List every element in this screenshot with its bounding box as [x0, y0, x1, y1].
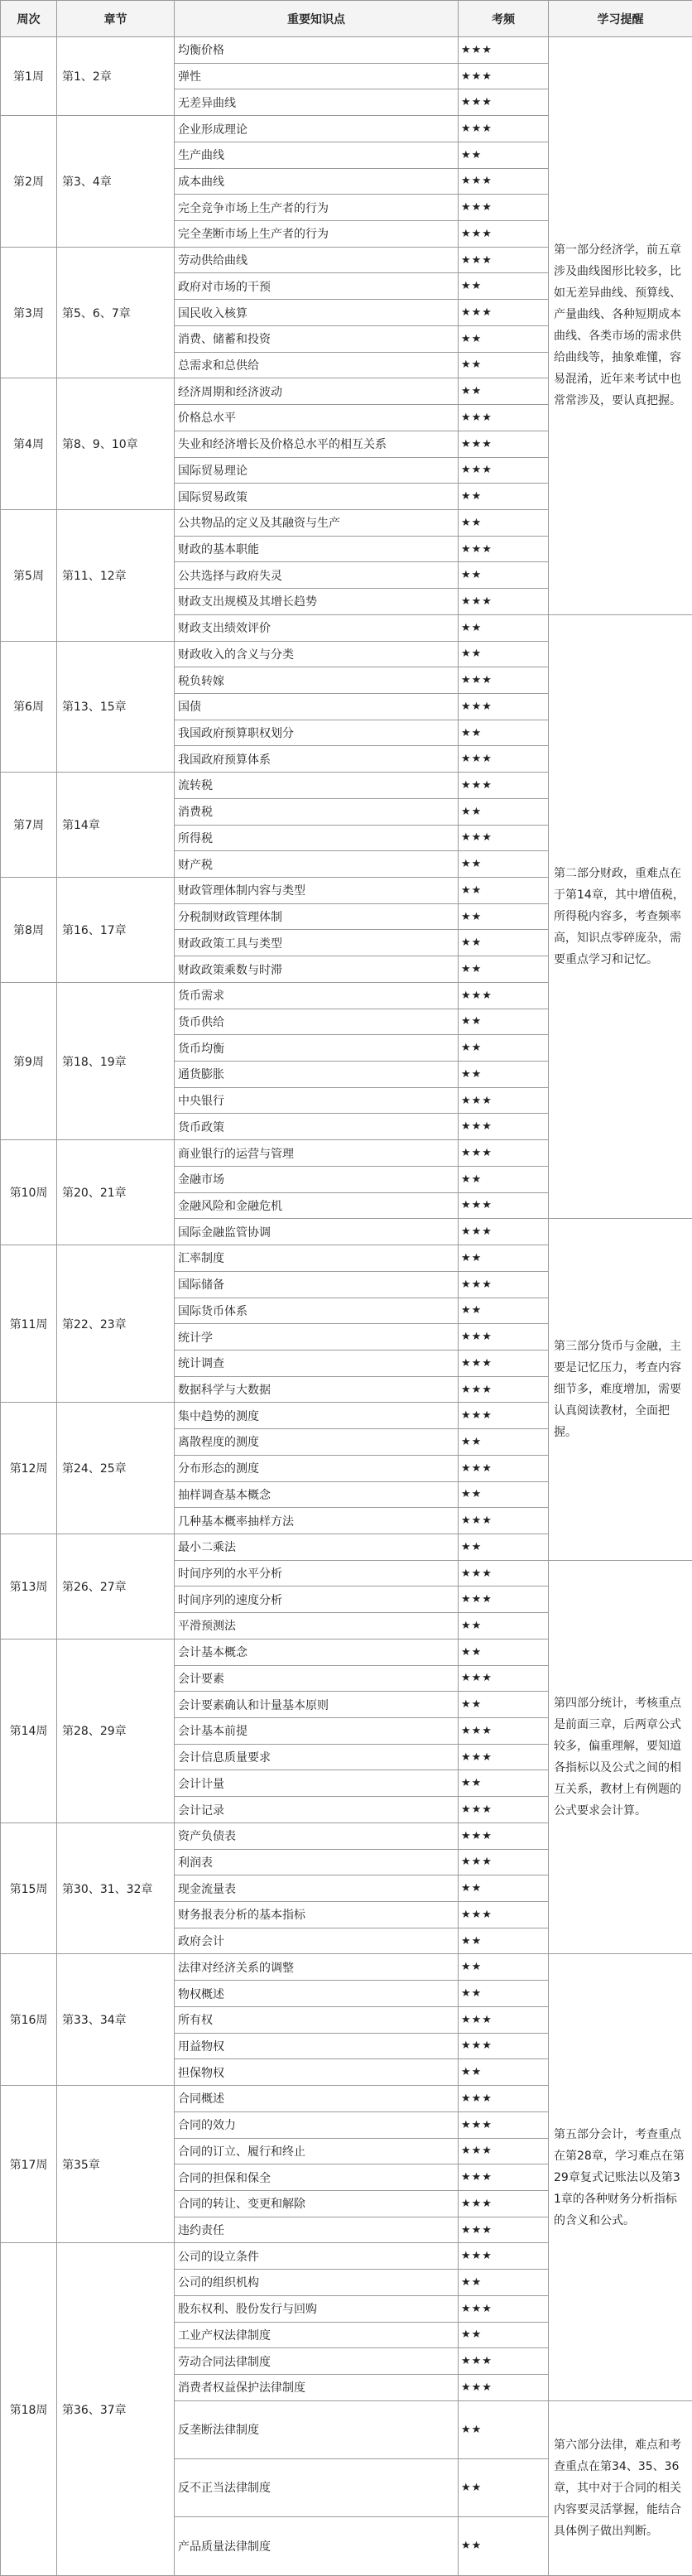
frequency-stars-cell: ★★: [459, 2458, 549, 2516]
knowledge-point-cell: 我国政府预算体系: [175, 746, 459, 773]
frequency-stars-cell: ★★★: [459, 1192, 549, 1219]
week-cell: 第16周: [1, 1954, 57, 2086]
frequency-stars-cell: ★★★: [459, 746, 549, 773]
frequency-stars-cell: ★★★: [459, 1665, 549, 1692]
week-cell: 第18周: [1, 2243, 57, 2576]
knowledge-point-cell: 消费者权益保护法律制度: [175, 2374, 459, 2400]
frequency-stars-cell: ★★: [459, 325, 549, 352]
frequency-stars-cell: ★★★: [459, 89, 549, 116]
knowledge-point-cell: 集中趋势的测度: [175, 1403, 459, 1429]
week-cell: 第12周: [1, 1403, 57, 1534]
chapter-cell: 第28、29章: [57, 1639, 175, 1822]
knowledge-point-cell: 最小二乘法: [175, 1534, 459, 1560]
knowledge-point-cell: 担保物权: [175, 2059, 459, 2086]
frequency-stars-cell: ★★: [459, 1035, 549, 1062]
frequency-stars-cell: ★★: [459, 1009, 549, 1035]
week-cell: 第8周: [1, 878, 57, 983]
frequency-stars-cell: ★★: [459, 1981, 549, 2007]
frequency-stars-cell: ★★: [459, 2270, 549, 2296]
frequency-stars-cell: ★★: [459, 562, 549, 589]
frequency-stars-cell: ★★: [459, 1298, 549, 1324]
knowledge-point-cell: 国际金融监管协调: [175, 1219, 459, 1245]
knowledge-point-cell: 劳动供给曲线: [175, 247, 459, 273]
knowledge-point-cell: 劳动合同法律制度: [175, 2348, 459, 2375]
frequency-stars-cell: ★★★: [459, 536, 549, 562]
knowledge-point-cell: 国民收入核算: [175, 300, 459, 326]
week-cell: 第7周: [1, 773, 57, 878]
knowledge-point-cell: 总需求和总供给: [175, 352, 459, 378]
header-row: [1, 1, 692, 37]
frequency-stars-cell: ★★: [459, 2400, 549, 2458]
chapter-cell: 第33、34章: [57, 1954, 175, 2086]
frequency-stars-cell: ★★: [459, 1770, 549, 1797]
frequency-stars-cell: ★★★: [459, 2138, 549, 2164]
frequency-stars-cell: ★★: [459, 903, 549, 930]
week-cell: 第9周: [1, 982, 57, 1139]
knowledge-point-cell: 生产曲线: [175, 142, 459, 168]
frequency-stars-cell: ★★★: [459, 63, 549, 89]
chapter-cell: 第16、17章: [57, 878, 175, 983]
frequency-stars-cell: ★★★: [459, 1744, 549, 1770]
knowledge-point-cell: 企业形成理论: [175, 116, 459, 142]
study-tip-cell: 第三部分货币与金融，主要是记忆压力，考查内容细节多，难度增加，需要认真阅读教材，全面把握。: [549, 1219, 692, 1560]
frequency-stars-cell: ★★★: [459, 1902, 549, 1928]
knowledge-point-cell: 抽样调查基本概念: [175, 1481, 459, 1508]
frequency-stars-cell: ★★: [459, 1875, 549, 1902]
frequency-stars-cell: ★★★: [459, 1797, 549, 1823]
knowledge-point-cell: 现金流量表: [175, 1875, 459, 1902]
frequency-stars-cell: ★★★: [459, 589, 549, 615]
chapter-cell: 第30、31、32章: [57, 1822, 175, 1954]
knowledge-point-cell: 商业银行的运营与管理: [175, 1140, 459, 1167]
frequency-stars-cell: ★★: [459, 1928, 549, 1954]
knowledge-point-cell: 违约责任: [175, 2217, 459, 2243]
frequency-stars-cell: ★★★: [459, 300, 549, 326]
chapter-cell: 第3、4章: [57, 116, 175, 248]
frequency-stars-cell: ★★★: [459, 982, 549, 1009]
knowledge-point-cell: 会计记录: [175, 1797, 459, 1823]
chapter-cell: 第1、2章: [57, 37, 175, 116]
header-freq: 考频: [459, 1, 549, 37]
week-cell: 第13周: [1, 1534, 57, 1639]
chapter-cell: 第18、19章: [57, 982, 175, 1139]
chapter-cell: 第26、27章: [57, 1534, 175, 1639]
knowledge-point-cell: 会计基本概念: [175, 1639, 459, 1665]
knowledge-point-cell: 完全垄断市场上生产者的行为: [175, 221, 459, 248]
knowledge-point-cell: 分布形态的测度: [175, 1455, 459, 1481]
knowledge-point-cell: 会计基本前提: [175, 1718, 459, 1745]
knowledge-point-cell: 所有权: [175, 2006, 459, 2033]
knowledge-point-cell: 分税制财政管理体制: [175, 903, 459, 930]
frequency-stars-cell: ★★: [459, 378, 549, 405]
week-cell: 第11周: [1, 1245, 57, 1403]
frequency-stars-cell: ★★: [459, 798, 549, 825]
knowledge-point-cell: 流转税: [175, 773, 459, 799]
knowledge-point-cell: 消费、储蓄和投资: [175, 325, 459, 352]
header-points: 重要知识点: [175, 1, 459, 37]
study-tip-cell: 第二部分财政，重难点在于第14章，其中增值税，所得税内容多，考查频率高，知识点零碎庞杂，需要重点学习和记忆。: [549, 614, 692, 1219]
knowledge-point-cell: 国债: [175, 693, 459, 720]
knowledge-point-cell: 反垄断法律制度: [175, 2400, 459, 2458]
knowledge-point-cell: 均衡价格: [175, 37, 459, 64]
frequency-stars-cell: ★★★: [459, 2243, 549, 2270]
frequency-stars-cell: ★★★: [459, 1376, 549, 1403]
knowledge-point-cell: 政府会计: [175, 1928, 459, 1954]
frequency-stars-cell: ★★: [459, 1062, 549, 1088]
knowledge-point-cell: 会计要素确认和计量基本原则: [175, 1692, 459, 1718]
frequency-stars-cell: ★★★: [459, 457, 549, 484]
knowledge-point-cell: 合同的订立、履行和终止: [175, 2138, 459, 2164]
knowledge-point-cell: 财产税: [175, 851, 459, 878]
knowledge-point-cell: 合同的效力: [175, 2111, 459, 2138]
study-tip-cell: 第六部分法律，难点和考查重点在第34、35、36章，其中对于合同的相关内容要灵活掌握，能结合具体例子做出判断。: [549, 2400, 692, 2575]
frequency-stars-cell: ★★★: [459, 2348, 549, 2375]
frequency-stars-cell: ★★★: [459, 1508, 549, 1534]
knowledge-point-cell: 弹性: [175, 63, 459, 89]
knowledge-point-cell: 公共物品的定义及其融资与生产: [175, 509, 459, 536]
frequency-stars-cell: ★★★: [459, 116, 549, 142]
frequency-stars-cell: ★★★: [459, 2086, 549, 2112]
knowledge-point-cell: 国际贸易理论: [175, 457, 459, 484]
week-cell: 第5周: [1, 509, 57, 641]
chapter-cell: 第36、37章: [57, 2243, 175, 2576]
knowledge-point-cell: 完全竞争市场上生产者的行为: [175, 195, 459, 221]
chapter-cell: 第11、12章: [57, 509, 175, 641]
knowledge-point-cell: 价格总水平: [175, 405, 459, 431]
chapter-cell: 第22、23章: [57, 1245, 175, 1403]
knowledge-point-cell: 成本曲线: [175, 168, 459, 195]
header-chapter: 章节: [57, 1, 175, 37]
frequency-stars-cell: ★★★: [459, 1324, 549, 1351]
frequency-stars-cell: ★★★: [459, 431, 549, 457]
week-cell: 第2周: [1, 116, 57, 248]
knowledge-point-cell: 会计信息质量要求: [175, 1744, 459, 1770]
knowledge-point-cell: 国际贸易政策: [175, 484, 459, 510]
knowledge-point-cell: 合同的担保和保全: [175, 2164, 459, 2191]
frequency-stars-cell: ★★: [459, 1534, 549, 1560]
frequency-stars-cell: ★★★: [459, 1587, 549, 1613]
knowledge-point-cell: 离散程度的测度: [175, 1429, 459, 1456]
frequency-stars-cell: ★★: [459, 484, 549, 510]
table-row: [1, 37, 692, 64]
knowledge-point-cell: 用益物权: [175, 2033, 459, 2059]
knowledge-point-cell: 国际货币体系: [175, 1298, 459, 1324]
frequency-stars-cell: ★★★: [459, 825, 549, 851]
frequency-stars-cell: ★★: [459, 1613, 549, 1639]
frequency-stars-cell: ★★: [459, 1429, 549, 1456]
knowledge-point-cell: 平滑预测法: [175, 1613, 459, 1639]
knowledge-point-cell: 经济周期和经济波动: [175, 378, 459, 405]
knowledge-point-cell: 我国政府预算职权划分: [175, 720, 459, 746]
knowledge-point-cell: 工业产权法律制度: [175, 2322, 459, 2348]
knowledge-point-cell: 汇率制度: [175, 1245, 459, 1272]
knowledge-point-cell: 公司的组织机构: [175, 2270, 459, 2296]
frequency-stars-cell: ★★★: [459, 1560, 549, 1587]
chapter-cell: 第14章: [57, 773, 175, 878]
knowledge-point-cell: 公共选择与政府失灵: [175, 562, 459, 589]
frequency-stars-cell: ★★★: [459, 1087, 549, 1114]
knowledge-point-cell: 时间序列的速度分析: [175, 1587, 459, 1613]
chapter-cell: 第13、15章: [57, 641, 175, 773]
knowledge-point-cell: 反不正当法律制度: [175, 2458, 459, 2516]
knowledge-point-cell: 数据科学与大数据: [175, 1376, 459, 1403]
knowledge-point-cell: 合同的转让、变更和解除: [175, 2190, 459, 2217]
knowledge-point-cell: 财政政策乘数与时滞: [175, 956, 459, 983]
knowledge-point-cell: 股东权利、股份发行与回购: [175, 2295, 459, 2322]
knowledge-point-cell: 财务报表分析的基本指标: [175, 1902, 459, 1928]
frequency-stars-cell: ★★★: [459, 1219, 549, 1245]
frequency-stars-cell: ★★★: [459, 1403, 549, 1429]
week-cell: 第10周: [1, 1140, 57, 1245]
knowledge-point-cell: 中央银行: [175, 1087, 459, 1114]
knowledge-point-cell: 产品质量法律制度: [175, 2516, 459, 2575]
frequency-stars-cell: ★★: [459, 2322, 549, 2348]
knowledge-point-cell: 失业和经济增长及价格总水平的相互关系: [175, 431, 459, 457]
week-cell: 第14周: [1, 1639, 57, 1822]
frequency-stars-cell: ★★: [459, 2516, 549, 2575]
knowledge-point-cell: 税负转嫁: [175, 667, 459, 694]
frequency-stars-cell: ★★★: [459, 37, 549, 64]
frequency-stars-cell: ★★★: [459, 1455, 549, 1481]
knowledge-point-cell: 政府对市场的干预: [175, 273, 459, 300]
study-tip-cell: 第四部分统计，考核重点是前面三章，后两章公式较多，偏重理解，要知道各指标以及公式之间的相互关系，教材上有例题的公式要求会计算。: [549, 1560, 692, 1954]
frequency-stars-cell: ★★: [459, 1954, 549, 1981]
knowledge-point-cell: 货币供给: [175, 1009, 459, 1035]
frequency-stars-cell: ★★★: [459, 195, 549, 221]
knowledge-point-cell: 统计调查: [175, 1350, 459, 1376]
frequency-stars-cell: ★★: [459, 641, 549, 667]
frequency-stars-cell: ★★★: [459, 693, 549, 720]
frequency-stars-cell: ★★: [459, 352, 549, 378]
frequency-stars-cell: ★★: [459, 851, 549, 878]
frequency-stars-cell: ★★: [459, 956, 549, 983]
knowledge-point-cell: 金融风险和金融危机: [175, 1192, 459, 1219]
frequency-stars-cell: ★★: [459, 1639, 549, 1665]
week-cell: 第17周: [1, 2086, 57, 2243]
frequency-stars-cell: ★★★: [459, 2295, 549, 2322]
knowledge-point-cell: 货币政策: [175, 1114, 459, 1140]
frequency-stars-cell: ★★: [459, 273, 549, 300]
knowledge-point-cell: 资产负债表: [175, 1822, 459, 1849]
knowledge-point-cell: 货币需求: [175, 982, 459, 1009]
study-tip-cell: 第五部分会计，考查重点在第28章，学习难点在第29章复式记账法以及第31章的各种财务分析指标的含义和公式。: [549, 1954, 692, 2400]
frequency-stars-cell: ★★★: [459, 2006, 549, 2033]
knowledge-point-cell: 消费税: [175, 798, 459, 825]
frequency-stars-cell: ★★: [459, 878, 549, 904]
frequency-stars-cell: ★★★: [459, 221, 549, 248]
knowledge-point-cell: 会计计量: [175, 1770, 459, 1797]
table-row: [1, 1954, 692, 1981]
chapter-cell: 第35章: [57, 2086, 175, 2243]
knowledge-point-cell: 物权概述: [175, 1981, 459, 2007]
knowledge-point-cell: 几种基本概率抽样方法: [175, 1508, 459, 1534]
frequency-stars-cell: ★★★: [459, 1350, 549, 1376]
study-tip-cell: 第一部分经济学，前五章涉及曲线图形比较多，比如无差异曲线、预算线、产量曲线、各种短期成本曲线、各类市场的需求供给曲线等，抽象难懂，容易混淆，近年来考试中也常常涉及，要认真把握。: [549, 37, 692, 615]
knowledge-point-cell: 财政政策工具与类型: [175, 930, 459, 956]
frequency-stars-cell: ★★★: [459, 1718, 549, 1745]
frequency-stars-cell: ★★★: [459, 1140, 549, 1167]
knowledge-point-cell: 法律对经济关系的调整: [175, 1954, 459, 1981]
frequency-stars-cell: ★★: [459, 1166, 549, 1192]
knowledge-point-cell: 时间序列的水平分析: [175, 1560, 459, 1587]
week-cell: 第15周: [1, 1822, 57, 1954]
frequency-stars-cell: ★★★: [459, 2217, 549, 2243]
frequency-stars-cell: ★★★: [459, 2374, 549, 2400]
frequency-stars-cell: ★★★: [459, 247, 549, 273]
frequency-stars-cell: ★★: [459, 930, 549, 956]
frequency-stars-cell: ★★: [459, 614, 549, 641]
study-plan-body: [1, 37, 692, 2576]
frequency-stars-cell: ★★★: [459, 1849, 549, 1875]
frequency-stars-cell: ★★★: [459, 1822, 549, 1849]
knowledge-point-cell: 财政支出绩效评价: [175, 614, 459, 641]
frequency-stars-cell: ★★★: [459, 2033, 549, 2059]
knowledge-point-cell: 会计要素: [175, 1665, 459, 1692]
week-cell: 第6周: [1, 641, 57, 773]
frequency-stars-cell: ★★: [459, 142, 549, 168]
knowledge-point-cell: 统计学: [175, 1324, 459, 1351]
knowledge-point-cell: 无差异曲线: [175, 89, 459, 116]
knowledge-point-cell: 合同概述: [175, 2086, 459, 2112]
knowledge-point-cell: 国际储备: [175, 1271, 459, 1298]
frequency-stars-cell: ★★: [459, 1481, 549, 1508]
knowledge-point-cell: 金融市场: [175, 1166, 459, 1192]
header-tip: 学习提醒: [549, 1, 692, 37]
frequency-stars-cell: ★★★: [459, 405, 549, 431]
frequency-stars-cell: ★★★: [459, 2164, 549, 2191]
knowledge-point-cell: 所得税: [175, 825, 459, 851]
knowledge-point-cell: 通货膨胀: [175, 1062, 459, 1088]
frequency-stars-cell: ★★★: [459, 773, 549, 799]
chapter-cell: 第20、21章: [57, 1140, 175, 1245]
frequency-stars-cell: ★★★: [459, 667, 549, 694]
frequency-stars-cell: ★★★: [459, 1271, 549, 1298]
week-cell: 第3周: [1, 247, 57, 378]
knowledge-point-cell: 货币均衡: [175, 1035, 459, 1062]
frequency-stars-cell: ★★: [459, 2059, 549, 2086]
frequency-stars-cell: ★★★: [459, 2111, 549, 2138]
frequency-stars-cell: ★★: [459, 1692, 549, 1718]
header-week: 周次: [1, 1, 57, 37]
frequency-stars-cell: ★★★: [459, 168, 549, 195]
chapter-cell: 第5、6、7章: [57, 247, 175, 378]
week-cell: 第1周: [1, 37, 57, 116]
knowledge-point-cell: 公司的设立条件: [175, 2243, 459, 2270]
frequency-stars-cell: ★★: [459, 1245, 549, 1272]
chapter-cell: 第8、9、10章: [57, 378, 175, 510]
frequency-stars-cell: ★★★: [459, 1114, 549, 1140]
frequency-stars-cell: ★★: [459, 509, 549, 536]
chapter-cell: 第24、25章: [57, 1403, 175, 1534]
frequency-stars-cell: ★★★: [459, 2190, 549, 2217]
knowledge-point-cell: 财政支出规模及其增长趋势: [175, 589, 459, 615]
frequency-stars-cell: ★★: [459, 720, 549, 746]
week-cell: 第4周: [1, 378, 57, 510]
knowledge-point-cell: 财政管理体制内容与类型: [175, 878, 459, 904]
knowledge-point-cell: 利润表: [175, 1849, 459, 1875]
knowledge-point-cell: 财政的基本职能: [175, 536, 459, 562]
knowledge-point-cell: 财政收入的含义与分类: [175, 641, 459, 667]
